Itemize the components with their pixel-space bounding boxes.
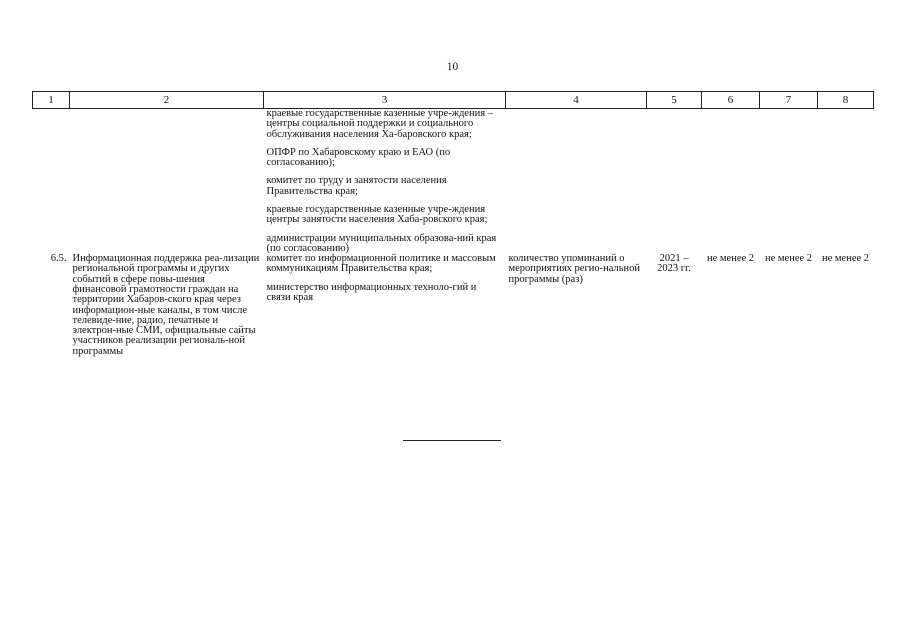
column-header-7: 7 [760, 92, 818, 109]
executor-item: ОПФР по Хабаровскому краю и ЕАО (по согласованию); [266, 146, 451, 169]
value-2022-cell: не менее 2 [764, 253, 813, 265]
executor-item: министерство информационных техноло-гий и связи края [266, 281, 477, 303]
column-header-1: 1 [33, 92, 70, 109]
period-cell: 2021 – 2023 гг. [657, 253, 691, 275]
column-header-3: 3 [264, 92, 506, 109]
table-row [33, 254, 874, 357]
column-header-5: 5 [647, 92, 702, 109]
column-header-6: 6 [702, 92, 760, 109]
executor-item: краевые государственные казенные учре-ждения центры занятости населения Хаба-ровского края; [266, 203, 488, 226]
column-number-header-row [33, 92, 874, 109]
executor-item: администрации муниципальных образова-ний края (по согласованию) [266, 232, 497, 254]
value-2023-cell: не менее 2 [821, 253, 870, 265]
executor-item: краевые государственные казенные учре-ждения – центры социальной поддержки и социального обслуживания населения Ха-баровского края; [266, 108, 493, 140]
column-header-2: 2 [70, 92, 264, 109]
executor-item: комитет по информационной политике и массовым коммуникациям Правительства края; [266, 253, 496, 275]
executors-continuation-cell [264, 109, 506, 255]
activity-cell: Информационная поддержка реа-лизации региональной программы и других событий в сфере повы-шения финансовой грамотности граждан на территории Хабаров-ского края через информацион-ные каналы, в том числе телевиде-ние, радио, печатные и электрон-ные СМИ, официальные сайты участников реализации региональ-ной программы [72, 253, 260, 357]
column-header-4: 4 [506, 92, 647, 109]
program-table [32, 91, 874, 357]
executors-cell [264, 254, 506, 357]
end-divider-line [403, 440, 501, 441]
column-header-8: 8 [818, 92, 874, 109]
value-2021-cell: не менее 2 [706, 253, 755, 265]
page-number: 10 [446, 61, 459, 73]
row-number: 6.5. [50, 253, 67, 265]
table-row-continuation [33, 109, 874, 255]
indicator-cell: количество упоминаний о мероприятиях регио-нальной программы (раз) [508, 253, 641, 285]
executor-item: комитет по труду и занятости населения Правительства края; [266, 175, 447, 197]
